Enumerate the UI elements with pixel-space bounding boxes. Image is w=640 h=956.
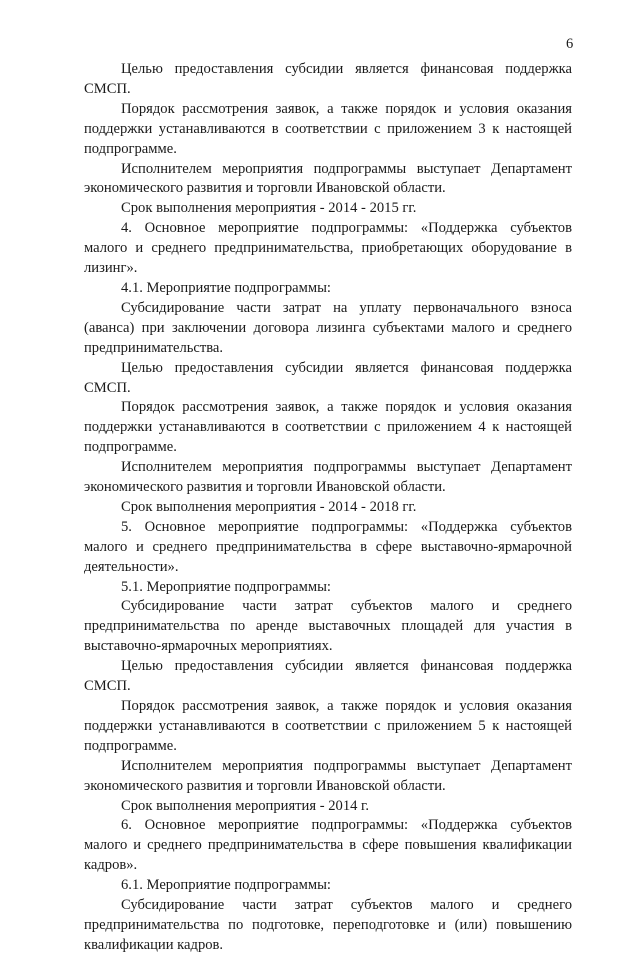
document-body (84, 60, 572, 956)
paragraph: Субсидирование части затрат субъектов малого и среднего предпринимательства по подготовке, переподготовке и (или) повышению квалификации кадров. (84, 897, 572, 953)
paragraph: Срок выполнения мероприятия - 2014 - 2015 гг. (121, 200, 417, 217)
paragraph: Срок выполнения мероприятия - 2014 - 2018 гг. (121, 498, 417, 515)
paragraph: Целью предоставления субсидии является финансовая поддержка СМСП. (84, 61, 572, 97)
paragraph: Порядок рассмотрения заявок, а также порядок и условия оказания поддержки устанавливаются в соответствии с приложением 5 к настоящей подпрограмме. (84, 698, 572, 754)
paragraph: 5.1. Мероприятие подпрограммы: (121, 578, 331, 595)
paragraph: Целью предоставления субсидии является финансовая поддержка СМСП. (84, 658, 572, 695)
paragraph: 6. Основное мероприятие подпрограммы: «Поддержка субъектов малого и среднего предпринимательства в сфере повышения квалификации кадров». (84, 817, 572, 874)
paragraph: 5. Основное мероприятие подпрограммы: «Поддержка субъектов малого и среднего предпринимательства в сфере выставочно-ярмарочной деятельности». (84, 518, 572, 575)
paragraph: Порядок рассмотрения заявок, а также порядок и условия оказания поддержки устанавливаются в соответствии с приложением 3 к настоящей подпрограмме. (84, 100, 572, 157)
paragraph: 4. Основное мероприятие подпрограммы: «Поддержка субъектов малого и среднего предпринимательства, приобретающих оборудование в лизинг». (84, 220, 572, 277)
paragraph: Субсидирование части затрат субъектов малого и среднего предпринимательства по аренде выставочных площадей для участия в выставочно-ярмарочных мероприятиях. (84, 598, 572, 655)
paragraph: Порядок рассмотрения заявок, а также порядок и условия оказания поддержки устанавливаются в соответствии с приложением 4 к настоящей подпрограмме. (84, 399, 572, 456)
paragraph: Целью предоставления субсидии является финансовая поддержка СМСП. (84, 359, 572, 396)
page-number: 6 (566, 36, 574, 52)
paragraph: 6.1. Мероприятие подпрограммы: (121, 877, 331, 894)
paragraph: Исполнителем мероприятия подпрограммы выступает Департамент экономического развития и торговли Ивановской области. (84, 459, 572, 496)
paragraph: Субсидирование части затрат на уплату первоначального взноса (аванса) при заключении договора лизинга субъектами малого и среднего предпринимательства. (84, 299, 572, 356)
paragraph: Исполнителем мероприятия подпрограммы выступает Департамент экономического развития и торговли Ивановской области. (84, 160, 572, 197)
paragraph: 4.1. Мероприятие подпрограммы: (121, 279, 331, 296)
paragraph: Исполнителем мероприятия подпрограммы выступает Департамент экономического развития и торговли Ивановской области. (84, 757, 572, 794)
paragraph: Срок выполнения мероприятия - 2014 г. (121, 797, 370, 814)
